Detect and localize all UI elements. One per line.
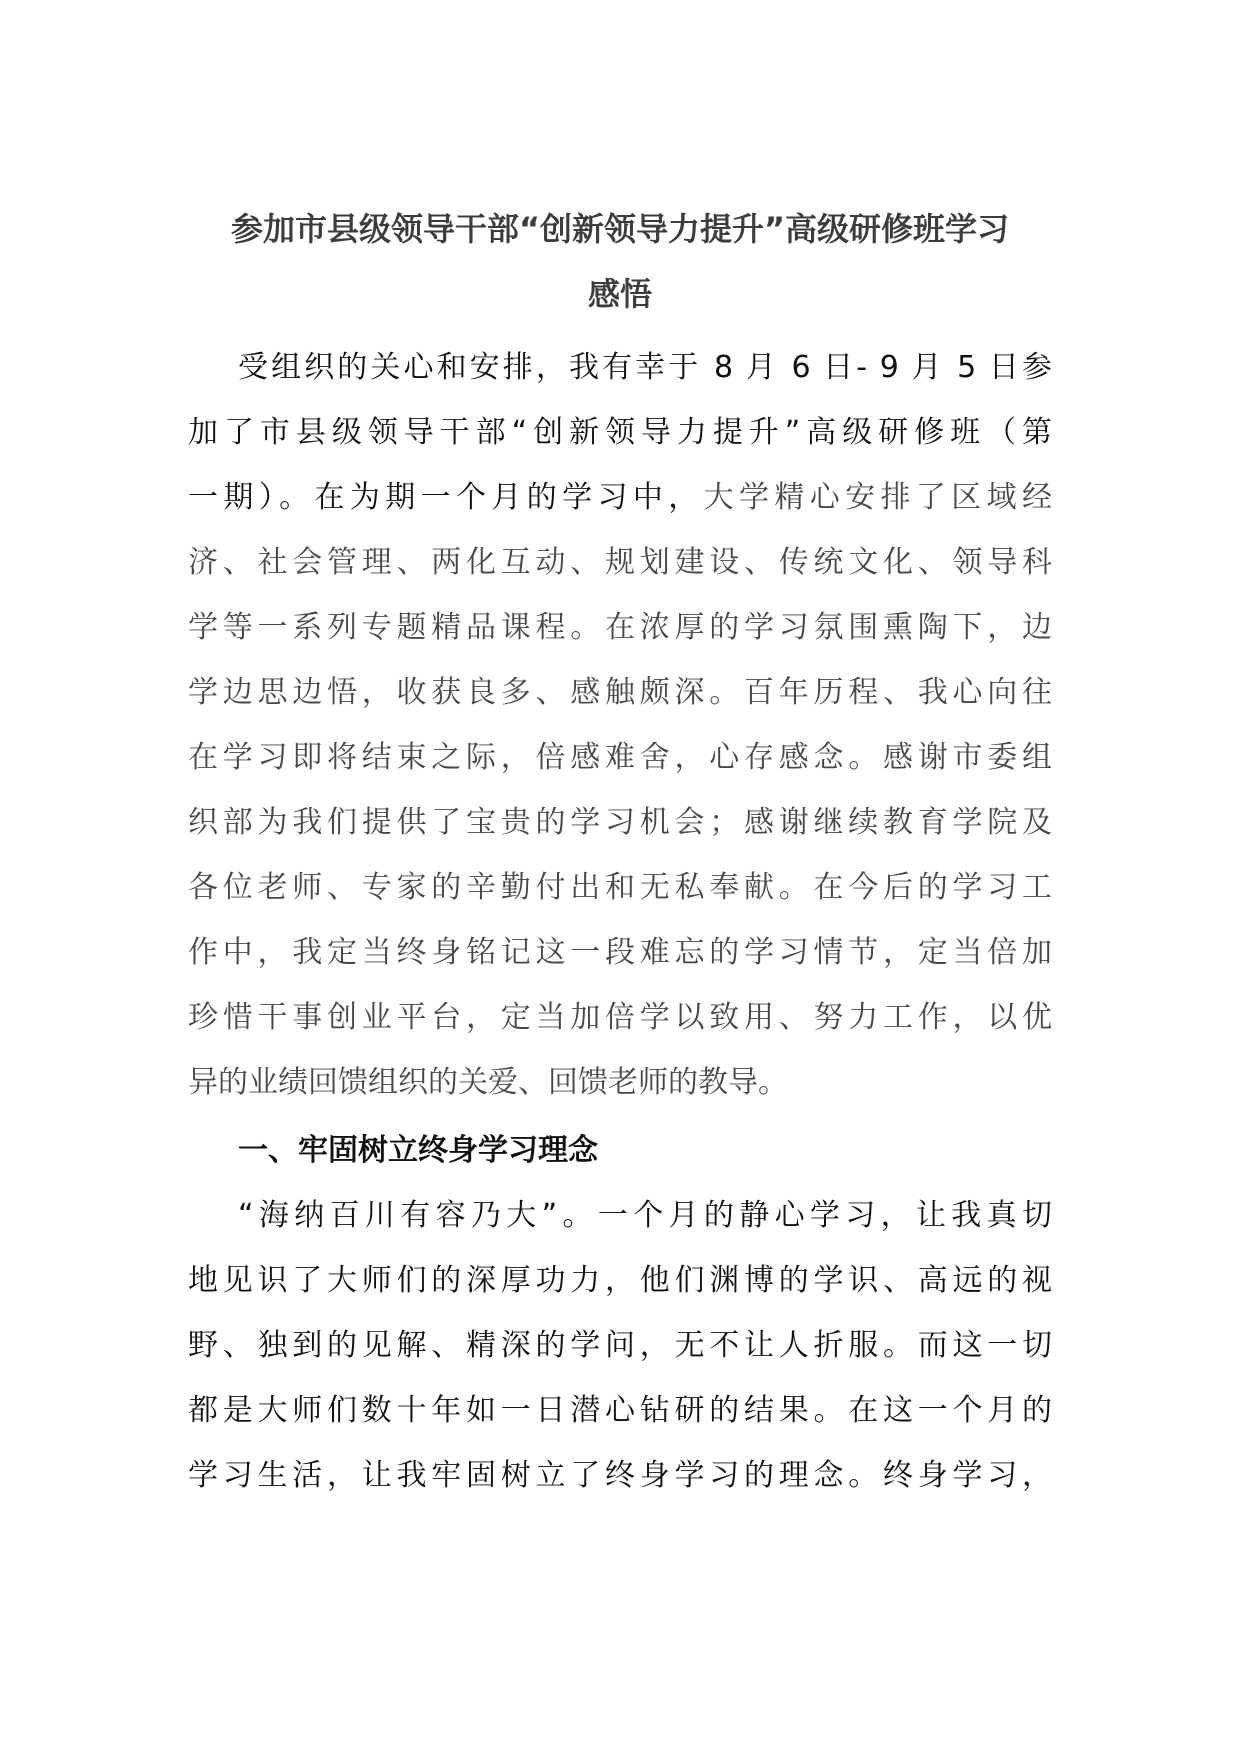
section-heading: 一、牢固树立终身学习理念 [238,1133,598,1168]
paragraph-line: 地见识了大师们的深厚功力，他们渊博的学识、高远的视 [188,1263,1052,1298]
paragraph-line: 学习生活，让我牢固树立了终身学习的理念。终身学习， [188,1458,1052,1493]
paragraph-intro [188,335,1052,1115]
paragraph-line: 作中，我定当终身铭记这一段难忘的学习情节，定当倍加 [188,935,1052,970]
paragraph-line: 济、社会管理、两化互动、规划建设、传统文化、领导科 [188,545,1052,580]
paragraph-line: 都是大师们数十年如一日潜心钻研的结果。在这一个月的 [188,1393,1052,1428]
paragraph-line: 在学习即将结束之际，倍感难舍，心存感念。感谢市委组 [188,740,1052,775]
paragraph-line: 受组织的关心和安排，我有幸于 8 月 6 日- 9 月 5 日参 [238,350,1052,385]
paragraph-line: 加了市县级领导干部“创新领导力提升”高级研修班（第 [188,415,1052,450]
paragraph-line: 野、独到的见解、精深的学问，无不让人折服。而这一切 [188,1328,1052,1363]
paragraph-line: 异的业绩回馈组织的关爱、回馈老师的教导。 [188,1065,788,1100]
paragraph-line: “海纳百川有容乃大”。一个月的静心学习，让我真切 [238,1198,1052,1233]
paragraph-line: 一期）。在为期一个月的学习中，大学精心安排了区域经 [188,480,1052,515]
document-title [188,197,1052,327]
paragraph-line: 学等一系列专题精品课程。在浓厚的学习氛围熏陶下，边 [188,610,1052,645]
paragraph-line: 织部为我们提供了宝贵的学习机会；感谢继续教育学院及 [188,805,1052,840]
paragraph-line: 学边思边悟，收获良多、感触颇深。百年历程、我心向往 [188,675,1052,710]
title-line-2: 感悟 [587,275,652,313]
title-line-1: 参加市县级领导干部“创新领导力提升”高级研修班学习 [230,210,1010,248]
paragraph-line: 各位老师、专家的辛勤付出和无私奉献。在今后的学习工 [188,870,1052,905]
paragraph-line: 珍惜干事创业平台，定当加倍学以致用、努力工作，以优 [188,1000,1052,1035]
section-1 [188,1118,1052,1508]
